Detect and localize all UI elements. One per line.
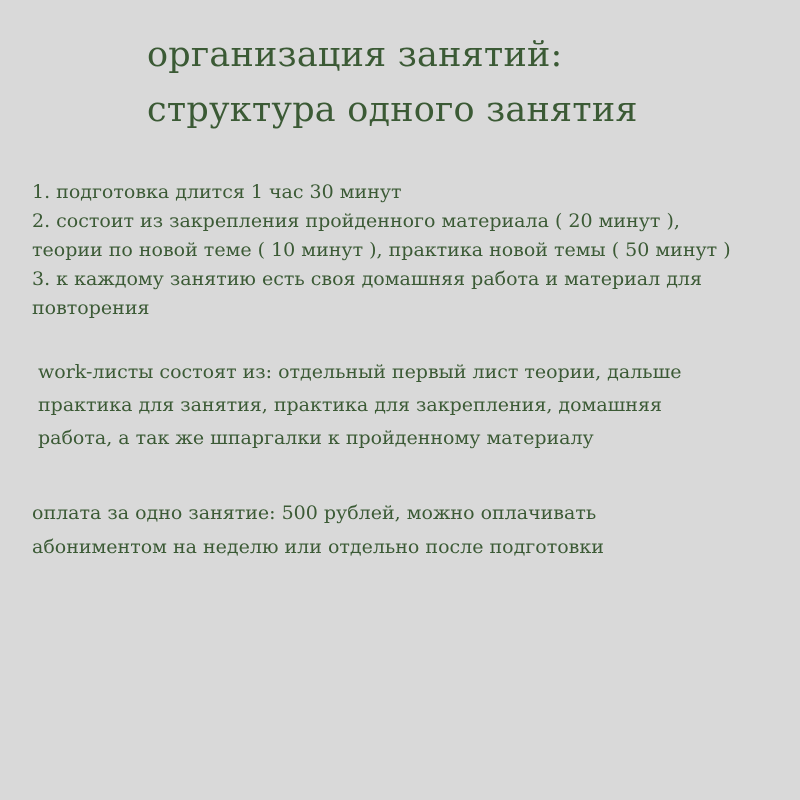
steps-line-4: 3. к каждому занятию есть своя домашняя работа и материал для	[32, 268, 702, 290]
title-line-1: организация занятий:	[147, 35, 563, 75]
worksheets-line-2: практика для занятия, практика для закрепления, домашняя	[38, 394, 662, 416]
payment-line-1: оплата за одно занятие: 500 рублей, можно оплачивать	[32, 502, 597, 524]
payment-paragraph	[32, 496, 604, 564]
title-line-2: структура одного занятия	[147, 90, 638, 130]
worksheets-paragraph	[38, 356, 682, 455]
worksheets-line-3: работа, а так же шпаргалки к пройденному материалу	[38, 427, 594, 449]
page-title	[147, 28, 638, 138]
steps-line-3: теории по новой теме ( 10 минут ), практика новой темы ( 50 минут )	[32, 239, 731, 261]
payment-line-2: абониментом на неделю или отдельно после подготовки	[32, 536, 604, 558]
lesson-steps-list	[32, 178, 731, 323]
steps-line-2: 2. состоит из закрепления пройденного материала ( 20 минут ),	[32, 210, 680, 232]
worksheets-line-1: work-листы состоят из: отдельный первый лист теории, дальше	[38, 361, 682, 383]
steps-line-1: 1. подготовка длится 1 час 30 минут	[32, 181, 402, 203]
steps-line-5: повторения	[32, 297, 150, 319]
